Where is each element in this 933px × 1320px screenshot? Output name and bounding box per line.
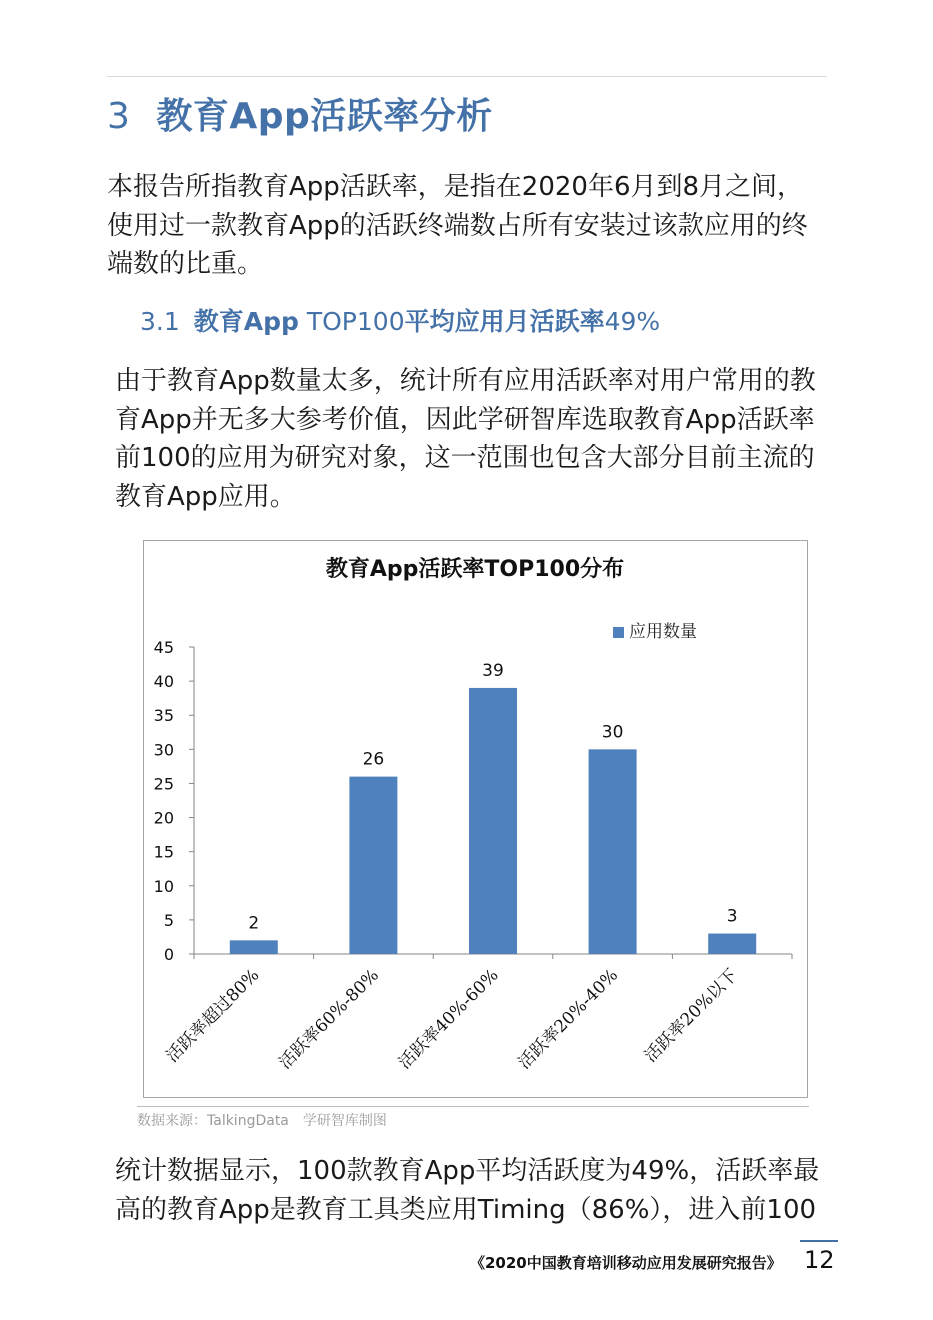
x-category-label: 活跃率60%-80% — [275, 965, 383, 1074]
subsection-title-part4: 49% — [604, 307, 661, 336]
y-tick-label: 0 — [163, 945, 174, 964]
subsection-title-part1: 教育App — [193, 307, 299, 336]
body-paragraph-2: 统计数据显示，100款教育App平均活跃度为49%，活跃率最高的教育App是教育工具类应用Timing（86%），进入前100 — [115, 1156, 820, 1225]
bar-value-label: 26 — [362, 749, 385, 770]
bar — [589, 749, 637, 954]
page-number: 12 — [804, 1246, 835, 1274]
y-tick-label: 45 — [153, 638, 174, 657]
source-note — [137, 1110, 387, 1130]
bar — [469, 688, 517, 954]
y-tick-label: 10 — [153, 876, 174, 896]
bar-value-label: 30 — [601, 722, 624, 743]
y-tick-label: 35 — [153, 706, 174, 726]
y-tick-label: 5 — [163, 910, 174, 930]
x-category-label: 活跃率超过80% — [162, 965, 264, 1067]
x-category-label: 活跃率40%-60% — [394, 965, 503, 1074]
bar — [230, 940, 278, 954]
bar-value-label: 3 — [726, 906, 738, 927]
footer-report-title: 《2020中国教育培训移动应用发展研究报告》 — [470, 1254, 782, 1272]
header-rule — [107, 76, 827, 77]
y-tick-label: 25 — [153, 774, 174, 794]
y-tick-label: 30 — [153, 740, 174, 760]
subsection-title-part3: 平均应用月活跃率 — [404, 307, 605, 336]
section-heading — [107, 88, 493, 139]
bar-value-label: 39 — [482, 660, 504, 681]
legend-swatch — [613, 627, 624, 638]
source-label: 数据来源：TalkingData — [137, 1113, 289, 1129]
bar-chart — [144, 541, 807, 1097]
section-number: 3 — [107, 96, 131, 137]
subsection-number: 3.1 — [140, 307, 180, 336]
subsection-heading — [140, 302, 660, 338]
legend-label: 应用数量 — [629, 622, 697, 642]
x-category-label: 活跃率20%-40% — [514, 965, 623, 1074]
bar — [708, 934, 756, 954]
bar — [349, 777, 397, 954]
body-paragraph-1: 由于教育App数量太多，统计所有应用活跃率对用户常用的教育App并无多大参考价值，因此学研智库选取教育App活跃率前100的应用为研究对象，这一范围也包含大部分目前主流的教育App应用。 — [115, 366, 816, 512]
y-tick-label: 15 — [153, 842, 174, 862]
chart-frame — [143, 540, 808, 1098]
y-tick-label: 20 — [153, 808, 174, 828]
source-credit: 学研智库制图 — [302, 1113, 387, 1129]
chart-title: 教育App活跃率TOP100分布 — [325, 557, 625, 582]
bar-value-label: 2 — [248, 913, 260, 934]
x-category-label: 活跃率20%以下 — [640, 965, 742, 1067]
y-tick-label: 40 — [153, 672, 174, 692]
source-rule — [137, 1106, 809, 1107]
intro-paragraph: 本报告所指教育App活跃率，是指在2020年6月到8月之间，使用过一款教育App的活跃终端数占所有安装过该款应用的终端数的比重。 — [107, 172, 808, 279]
page-number-rule — [800, 1240, 838, 1242]
subsection-title-part2: TOP100 — [298, 307, 405, 336]
section-title: 教育App活跃率分析 — [156, 96, 493, 137]
